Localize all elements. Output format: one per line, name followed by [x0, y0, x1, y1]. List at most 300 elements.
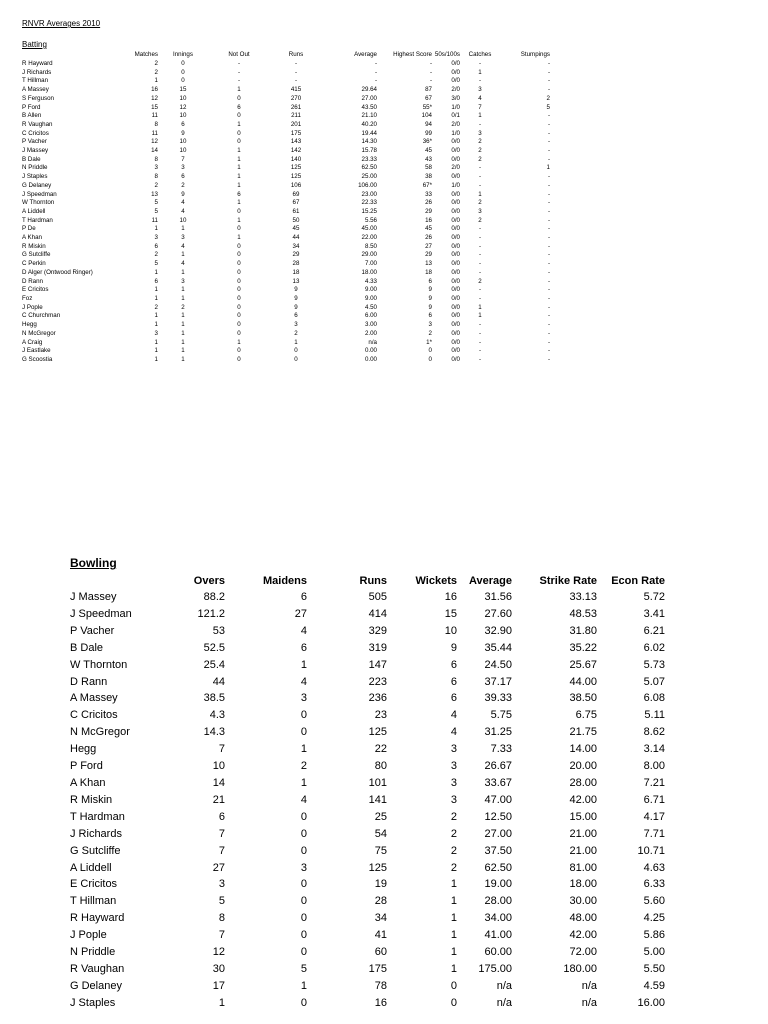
batting-cell: 9.00 [364, 286, 377, 294]
bowling-header-row [70, 573, 665, 589]
batting-cell: - [547, 199, 550, 207]
player-name: D Rann [70, 675, 108, 688]
player-name: R Vaughan [22, 120, 53, 128]
bowling-cell: 2 [450, 827, 457, 840]
batting-cell: 0 [237, 251, 241, 259]
bowling-cell: 7.71 [643, 827, 665, 840]
batting-cell: 1 [181, 251, 185, 259]
batting-cell: 2 [181, 303, 185, 311]
batting-cell: 2/0 [451, 164, 460, 172]
bowling-cell: 6 [218, 810, 225, 823]
batting-cell: 0 [237, 112, 241, 120]
bowling-cell: 18.00 [569, 878, 597, 891]
bowling-header-cell: Overs [193, 575, 225, 587]
table-row [70, 978, 665, 995]
batting-cell: 0/0 [451, 234, 460, 242]
bowling-cell: 0 [300, 827, 307, 840]
bowling-cell: 88.2 [203, 591, 225, 603]
table-row [22, 234, 550, 243]
batting-cell: 2 [154, 181, 158, 189]
bowling-cell: 10.71 [637, 844, 665, 857]
batting-cell: 1 [478, 312, 482, 320]
batting-cell: 36* [422, 138, 432, 146]
table-row [22, 147, 550, 156]
batting-cell: - [547, 321, 550, 329]
bowling-cell: 52.5 [203, 641, 225, 654]
batting-cell: 45.00 [361, 225, 377, 233]
batting-cell: 16 [425, 216, 432, 224]
table-row [70, 876, 665, 893]
bowling-cell: 0 [300, 946, 307, 959]
bowling-cell: 42.00 [569, 929, 597, 942]
bowling-cell: 1 [450, 946, 457, 959]
batting-cell: 0 [237, 138, 241, 146]
bowling-cell: 5.50 [643, 962, 665, 975]
batting-cell: 8 [154, 173, 158, 181]
batting-cell: 61 [292, 207, 300, 215]
batting-cell: 0/0 [451, 321, 460, 329]
bowling-cell: 28.00 [484, 895, 512, 908]
batting-cell: 50 [292, 216, 300, 224]
table-row [22, 69, 550, 78]
bowling-cell: 414 [368, 607, 387, 620]
table-row [22, 173, 550, 182]
batting-cell: 15.78 [361, 147, 377, 155]
table-row [70, 690, 665, 707]
table-row [70, 640, 665, 657]
batting-cell: 18.00 [361, 268, 377, 276]
bowling-cell: 6 [450, 675, 457, 688]
player-name: G Delaney [22, 181, 52, 189]
bowling-cell: 10 [212, 760, 225, 773]
batting-cell: 0 [237, 242, 241, 250]
table-row [22, 138, 550, 147]
batting-cell: - [478, 251, 482, 259]
batting-cell: 0 [428, 355, 432, 363]
player-name: W Thornton [70, 658, 128, 671]
player-name: T Hardman [70, 810, 125, 823]
bowling-cell: 19.00 [484, 878, 512, 891]
batting-cell: 0 [237, 355, 241, 363]
batting-cell: 1 [154, 286, 158, 294]
bowling-cell: 7.33 [490, 743, 512, 756]
bowling-cell: 12.50 [484, 810, 512, 823]
bowling-cell: 39.33 [484, 692, 512, 705]
batting-cell: 1 [154, 294, 158, 302]
player-name: N McGregor [70, 726, 130, 739]
batting-cell: 1/0 [451, 181, 460, 189]
player-name: R Vaughan [70, 962, 125, 975]
batting-cell: 2 [294, 329, 298, 337]
batting-cell: 7 [181, 155, 185, 163]
bowling-cell: 21.75 [569, 726, 597, 739]
batting-header-cell: Innings [173, 51, 193, 58]
player-name: G Scoostia [22, 355, 53, 363]
batting-cell: 270 [290, 94, 302, 102]
batting-cell: - [547, 68, 550, 76]
bowling-cell: 27 [212, 861, 225, 874]
bowling-cell: 5.00 [643, 946, 665, 959]
player-name: J Eastlake [22, 347, 51, 355]
bowling-cell: 54 [374, 827, 387, 840]
player-name: J Staples [22, 173, 48, 181]
bowling-cell: 0 [450, 979, 457, 992]
batting-cell: 8 [154, 120, 158, 128]
bowling-header-cell: Econ Rate [611, 575, 665, 587]
batting-cell: 0 [237, 303, 241, 311]
batting-cell: 29.00 [361, 251, 377, 259]
table-row [70, 843, 665, 860]
bowling-cell: 75 [374, 844, 387, 857]
batting-cell: 0/1 [451, 112, 460, 120]
bowling-cell: 125 [368, 726, 387, 739]
batting-cell: 0/0 [451, 294, 460, 302]
bowling-cell: 41 [374, 929, 387, 942]
bowling-cell: 26.67 [484, 760, 512, 773]
bowling-cell: 3.14 [643, 743, 665, 756]
batting-cell: 0 [237, 225, 241, 233]
batting-cell: 9 [294, 303, 298, 311]
batting-cell: 3 [181, 164, 185, 172]
bowling-cell: 1 [300, 658, 307, 671]
batting-cell: - [547, 207, 550, 215]
batting-cell: 2 [154, 68, 158, 76]
bowling-cell: n/a [581, 996, 597, 1009]
batting-cell: 1 [181, 355, 185, 363]
batting-cell: - [374, 77, 377, 85]
batting-cell: 1 [237, 234, 241, 242]
batting-cell: 2 [478, 277, 482, 285]
batting-cell: - [478, 60, 482, 67]
player-name: T Hillman [22, 77, 49, 85]
batting-cell: 6 [428, 312, 432, 320]
bowling-cell: 7 [218, 743, 225, 756]
bowling-cell: 44.00 [569, 675, 597, 688]
batting-cell: - [547, 147, 550, 155]
batting-cell: - [547, 268, 550, 276]
table-row [70, 741, 665, 758]
batting-cell: - [478, 321, 482, 329]
player-name: P Vacher [70, 624, 115, 637]
table-row [22, 95, 550, 104]
bowling-cell: 42.00 [569, 793, 597, 806]
bowling-cell: 1 [450, 962, 457, 975]
batting-cell: 27.00 [361, 94, 377, 102]
batting-cell: 1 [181, 347, 185, 355]
batting-cell: 8 [154, 155, 158, 163]
batting-cell: 104 [421, 112, 432, 120]
batting-cell: 11 [151, 129, 158, 137]
bowling-cell: 14.3 [203, 726, 225, 739]
batting-cell: - [478, 355, 482, 363]
bowling-cell: 3.41 [643, 607, 665, 620]
batting-cell: 2 [478, 155, 482, 163]
batting-cell: 38 [425, 173, 432, 181]
batting-cell: 0 [181, 68, 185, 76]
batting-cell: 3 [154, 234, 158, 242]
batting-cell: - [478, 225, 482, 233]
player-name: J Massey [22, 147, 49, 155]
batting-cell: 19.44 [361, 129, 377, 137]
batting-cell: - [547, 120, 550, 128]
bowling-cell: 19 [374, 878, 387, 891]
batting-cell: - [547, 181, 550, 189]
table-row [22, 251, 550, 260]
batting-header-cell: Catches [468, 51, 492, 58]
bowling-cell: 0 [300, 996, 307, 1009]
batting-cell: 6.00 [364, 312, 377, 320]
batting-cell: 0/0 [451, 225, 460, 233]
bowling-cell: 4 [300, 675, 307, 688]
batting-cell: 13 [151, 190, 158, 198]
bowling-cell: 1 [218, 996, 225, 1009]
bowling-section-title: Bowling [70, 556, 117, 570]
bowling-cell: 27.60 [484, 607, 512, 620]
bowling-cell: 37.17 [484, 675, 512, 688]
bowling-header-cell: Runs [359, 575, 387, 587]
batting-cell: 15.25 [361, 207, 377, 215]
batting-cell: 0 [237, 260, 241, 268]
batting-cell: 2.00 [364, 329, 377, 337]
bowling-cell: 47.00 [484, 793, 512, 806]
batting-cell: 12 [179, 103, 187, 111]
batting-cell: 0/0 [451, 138, 460, 146]
player-name: C Cricitos [70, 709, 118, 722]
table-row [22, 121, 550, 130]
batting-cell: 0/0 [451, 173, 460, 181]
bowling-cell: 6.71 [643, 793, 665, 806]
bowling-cell: 0 [300, 844, 307, 857]
batting-cell: 0/0 [451, 260, 460, 268]
batting-cell: 125 [290, 164, 302, 172]
batting-cell: 0/0 [451, 268, 460, 276]
batting-cell: 0 [181, 60, 185, 67]
batting-cell: 0/0 [451, 216, 460, 224]
table-row [70, 589, 665, 606]
bowling-cell: 21 [212, 793, 225, 806]
batting-cell: 2/0 [451, 120, 460, 128]
player-name: G Sutcliffe [22, 251, 51, 259]
batting-cell: 0 [294, 347, 298, 355]
player-name: N Priddle [22, 164, 48, 172]
bowling-cell: n/a [581, 979, 597, 992]
bowling-cell: 80 [374, 760, 387, 773]
bowling-cell: 0 [300, 878, 307, 891]
player-name: J Speedman [70, 607, 132, 620]
batting-cell: 10 [179, 216, 187, 224]
bowling-cell: 28.00 [569, 776, 597, 789]
batting-cell: 211 [291, 112, 301, 120]
bowling-cell: 1 [450, 878, 457, 891]
batting-cell: 6 [294, 312, 298, 320]
bowling-cell: 0 [300, 912, 307, 925]
player-name: A Liddell [22, 207, 46, 215]
batting-cell: 9 [428, 286, 432, 294]
bowling-cell: 6 [450, 658, 457, 671]
bowling-header-cell: Average [468, 575, 512, 587]
batting-table [22, 49, 550, 365]
bowling-cell: 3 [218, 878, 225, 891]
bowling-cell: 180.00 [563, 962, 597, 975]
batting-cell: 1 [181, 294, 185, 302]
batting-cell: 11 [151, 112, 158, 120]
bowling-cell: 5 [218, 895, 225, 908]
batting-cell: 0 [237, 277, 241, 285]
bowling-cell: 6.21 [643, 624, 665, 637]
bowling-cell: 41.00 [484, 929, 512, 942]
batting-cell: 0 [237, 207, 241, 215]
bowling-cell: 2 [450, 861, 457, 874]
batting-cell: - [547, 60, 550, 67]
batting-cell: 0.00 [364, 355, 377, 363]
batting-cell: 6 [154, 277, 158, 285]
table-row [70, 809, 665, 826]
batting-cell: 15 [179, 86, 187, 94]
table-row [22, 199, 550, 208]
bowling-cell: 38.50 [569, 692, 597, 705]
player-name: A Massey [70, 692, 118, 705]
table-row [22, 286, 550, 295]
batting-header-cell: Matches [134, 51, 158, 58]
batting-cell: 3/0 [451, 94, 460, 102]
bowling-cell: 48.00 [569, 912, 597, 925]
player-name: B Dale [22, 155, 41, 163]
player-name: Hegg [22, 321, 37, 329]
batting-cell: 6 [428, 277, 432, 285]
batting-cell: 62.50 [361, 164, 377, 172]
batting-cell: 0.00 [364, 347, 377, 355]
batting-header-cell: 50s/100s [434, 51, 460, 58]
batting-cell: - [547, 138, 550, 146]
player-name: P Vacher [22, 138, 47, 146]
batting-cell: 1 [237, 338, 241, 346]
batting-cell: 0/0 [451, 242, 460, 250]
bowling-cell: 34 [374, 912, 387, 925]
batting-cell: - [294, 68, 298, 76]
bowling-cell: 16 [444, 591, 457, 603]
batting-cell: 0 [237, 329, 241, 337]
bowling-cell: 33.13 [569, 591, 597, 603]
table-row [70, 623, 665, 640]
batting-cell: - [547, 312, 550, 320]
table-row [22, 164, 550, 173]
table-row [70, 893, 665, 910]
batting-cell: 4 [181, 199, 185, 207]
table-row [70, 995, 665, 1012]
bowling-cell: 4 [450, 726, 457, 739]
bowling-cell: 6.33 [643, 878, 665, 891]
batting-cell: 9.00 [364, 294, 377, 302]
batting-cell: 10 [179, 112, 187, 120]
bowling-cell: 4.3 [209, 709, 225, 722]
batting-section-title: Batting [22, 40, 47, 49]
bowling-cell: 16.00 [637, 996, 665, 1009]
bowling-cell: 3 [450, 776, 457, 789]
bowling-cell: 2 [300, 760, 307, 773]
document-title: RNVR Averages 2010 [22, 19, 101, 28]
bowling-cell: 44 [212, 675, 225, 688]
batting-cell: 6 [237, 103, 241, 111]
batting-cell: 5 [154, 207, 158, 215]
batting-cell: 1 [478, 112, 482, 120]
batting-cell: 25.00 [361, 173, 377, 181]
batting-cell: 0/0 [451, 155, 460, 163]
player-name: C Perkin [22, 260, 46, 268]
batting-cell: - [429, 60, 432, 67]
bowling-cell: 1 [450, 929, 457, 942]
bowling-cell: 4 [450, 709, 457, 722]
table-row [22, 130, 550, 139]
batting-cell: 0/0 [451, 251, 460, 259]
batting-cell: 106 [290, 181, 302, 189]
player-name: A Massey [22, 86, 49, 94]
bowling-cell: 505 [368, 591, 387, 603]
bowling-cell: 6 [300, 641, 307, 654]
table-row [22, 356, 550, 365]
bowling-cell: 30.00 [569, 895, 597, 908]
table-row [22, 182, 550, 191]
bowling-cell: 0 [450, 996, 457, 1009]
table-row [70, 657, 665, 674]
bowling-cell: 0 [300, 929, 307, 942]
bowling-cell: 1 [300, 979, 307, 992]
table-row [22, 312, 550, 321]
batting-cell: 29 [292, 251, 300, 259]
batting-cell: 140 [290, 155, 302, 163]
batting-cell: - [547, 355, 550, 363]
batting-cell: - [478, 234, 482, 242]
batting-cell: - [429, 77, 432, 85]
batting-cell: 0/0 [451, 338, 460, 346]
batting-cell: - [294, 60, 298, 67]
bowling-cell: 27.00 [484, 827, 512, 840]
bowling-cell: 7.21 [643, 776, 665, 789]
batting-cell: 29 [425, 207, 432, 215]
bowling-cell: 78 [374, 979, 387, 992]
bowling-cell: 6.08 [643, 692, 665, 705]
bowling-cell: 20.00 [569, 760, 597, 773]
batting-cell: - [478, 347, 482, 355]
batting-cell: 415 [290, 86, 302, 94]
batting-header-cell: Stumpings [520, 51, 550, 58]
batting-cell: 13 [292, 277, 300, 285]
batting-cell: 1 [237, 155, 241, 163]
batting-cell: 21.10 [361, 112, 377, 120]
batting-cell: - [547, 303, 550, 311]
bowling-cell: 9 [450, 641, 457, 654]
bowling-cell: 1 [450, 895, 457, 908]
bowling-cell: 223 [368, 675, 387, 688]
batting-cell: 23.33 [361, 155, 377, 163]
bowling-cell: 1 [300, 776, 307, 789]
player-name: W Thornton [22, 199, 55, 207]
bowling-cell: 6 [450, 692, 457, 705]
batting-cell: - [429, 68, 432, 76]
bowling-cell: 32.90 [484, 624, 512, 637]
batting-cell: 143 [290, 138, 302, 146]
bowling-cell: 25.4 [203, 658, 225, 671]
batting-cell: 58 [425, 164, 432, 172]
player-name: G Sutcliffe [70, 844, 121, 857]
batting-header-cell [22, 49, 110, 60]
batting-cell: 1 [237, 181, 241, 189]
player-name: E Cricitos [70, 878, 118, 891]
batting-cell: 45 [425, 225, 432, 233]
batting-cell: 10 [179, 138, 187, 146]
batting-header-cell: Not Out [228, 51, 250, 58]
batting-header-row [22, 49, 550, 60]
bowling-cell: 8.62 [643, 726, 665, 739]
